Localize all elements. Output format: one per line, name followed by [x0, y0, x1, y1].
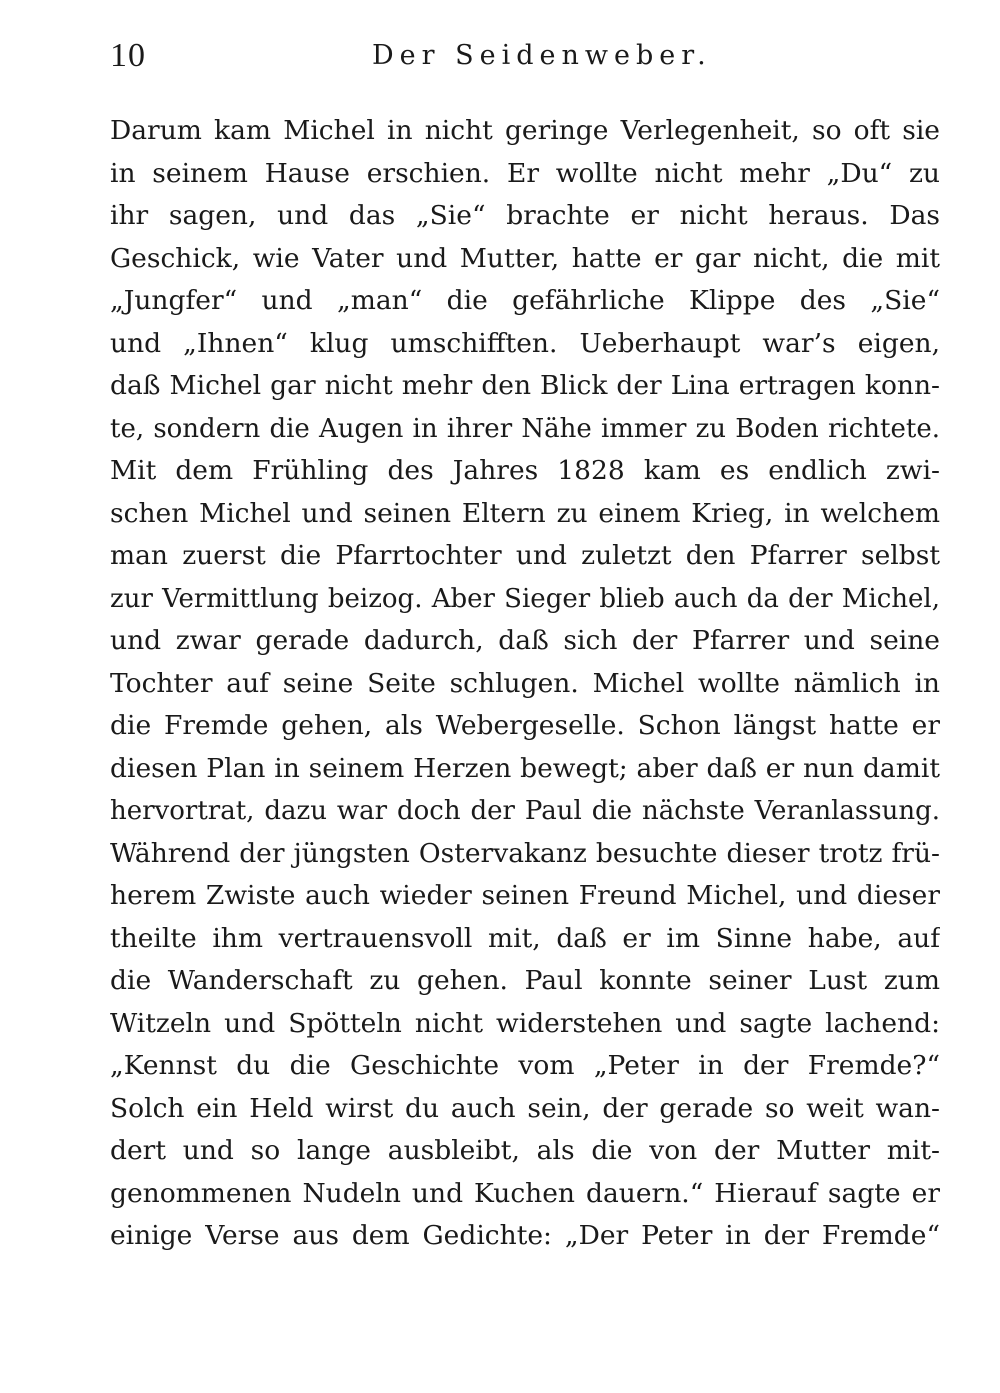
text-line: ihr sagen, und das „Sie“ brachte er nicht heraus. Das [110, 200, 940, 231]
text-line: in seinem Hause erschien. Er wollte nicht mehr „Du“ zu [110, 157, 940, 189]
text-line: hervortrat, dazu war doch der Paul die nächste Veranlassung. [110, 796, 940, 826]
text-line: Darum kam Michel in nicht geringe Verlegenheit, so oft sie [110, 115, 940, 146]
text-line: „Jungfer“ und „man“ die gefährliche Klippe des „Sie“ [110, 285, 940, 316]
page-number: 10 [110, 37, 146, 74]
text-line: und „Ihnen“ klug umschifften. Ueberhaupt war’s eigen, [110, 327, 940, 359]
text-line: dert und so lange ausbleibt, als die von der Mutter mit- [110, 1135, 940, 1166]
text-line: diesen Plan in seinem Herzen bewegt; aber daß er nun damit [110, 752, 940, 784]
body-text [110, 110, 940, 1258]
text-line: daß Michel gar nicht mehr den Blick der Lina ertragen konn- [110, 370, 940, 401]
text-line: Während der jüngsten Ostervakanz besuchte dieser trotz frü- [110, 837, 940, 869]
text-line: te, sondern die Augen in ihrer Nähe immer zu Boden richtete. [110, 413, 940, 444]
text-line: „Kennst du die Geschichte vom „Peter in der Fremde?“ [110, 1050, 940, 1081]
text-line: einige Verse aus dem Gedichte: „Der Peter in der Fremde“ [110, 1220, 940, 1251]
text-line: schen Michel und seinen Eltern zu einem Krieg, in welchem [110, 497, 940, 529]
text-line: theilte ihm vertrauensvoll mit, daß er im Sinne habe, auf [110, 922, 940, 954]
page-header [110, 34, 940, 78]
text-line: die Wanderschaft zu gehen. Paul konnte seiner Lust zum [110, 965, 940, 996]
text-line: Tochter auf seine Seite schlugen. Michel wollte nämlich in [110, 667, 940, 699]
text-line: und zwar gerade dadurch, daß sich der Pfarrer und seine [110, 625, 940, 656]
text-line: zur Vermittlung beizog. Aber Sieger blieb auch da der Michel, [110, 583, 940, 614]
text-line: herem Zwiste auch wieder seinen Freund Michel, und dieser [110, 880, 940, 911]
text-line: Mit dem Frühling des Jahres 1828 kam es endlich zwi- [110, 455, 940, 486]
running-head: Der Seidenweber. [372, 40, 712, 71]
text-line: Witzeln und Spötteln nicht widerstehen und sagte lachend: [110, 1007, 940, 1039]
text-line: Solch ein Held wirst du auch sein, der gerade so weit wan- [110, 1092, 940, 1124]
text-line: die Fremde gehen, als Webergeselle. Schon längst hatte er [110, 710, 940, 741]
text-line: man zuerst die Pfarrtochter und zuletzt den Pfarrer selbst [110, 540, 940, 571]
text-line: genommenen Nudeln und Kuchen dauern.“ Hierauf sagte er [110, 1177, 940, 1209]
text-line: Geschick, wie Vater und Mutter, hatte er gar nicht, die mit [110, 242, 940, 274]
